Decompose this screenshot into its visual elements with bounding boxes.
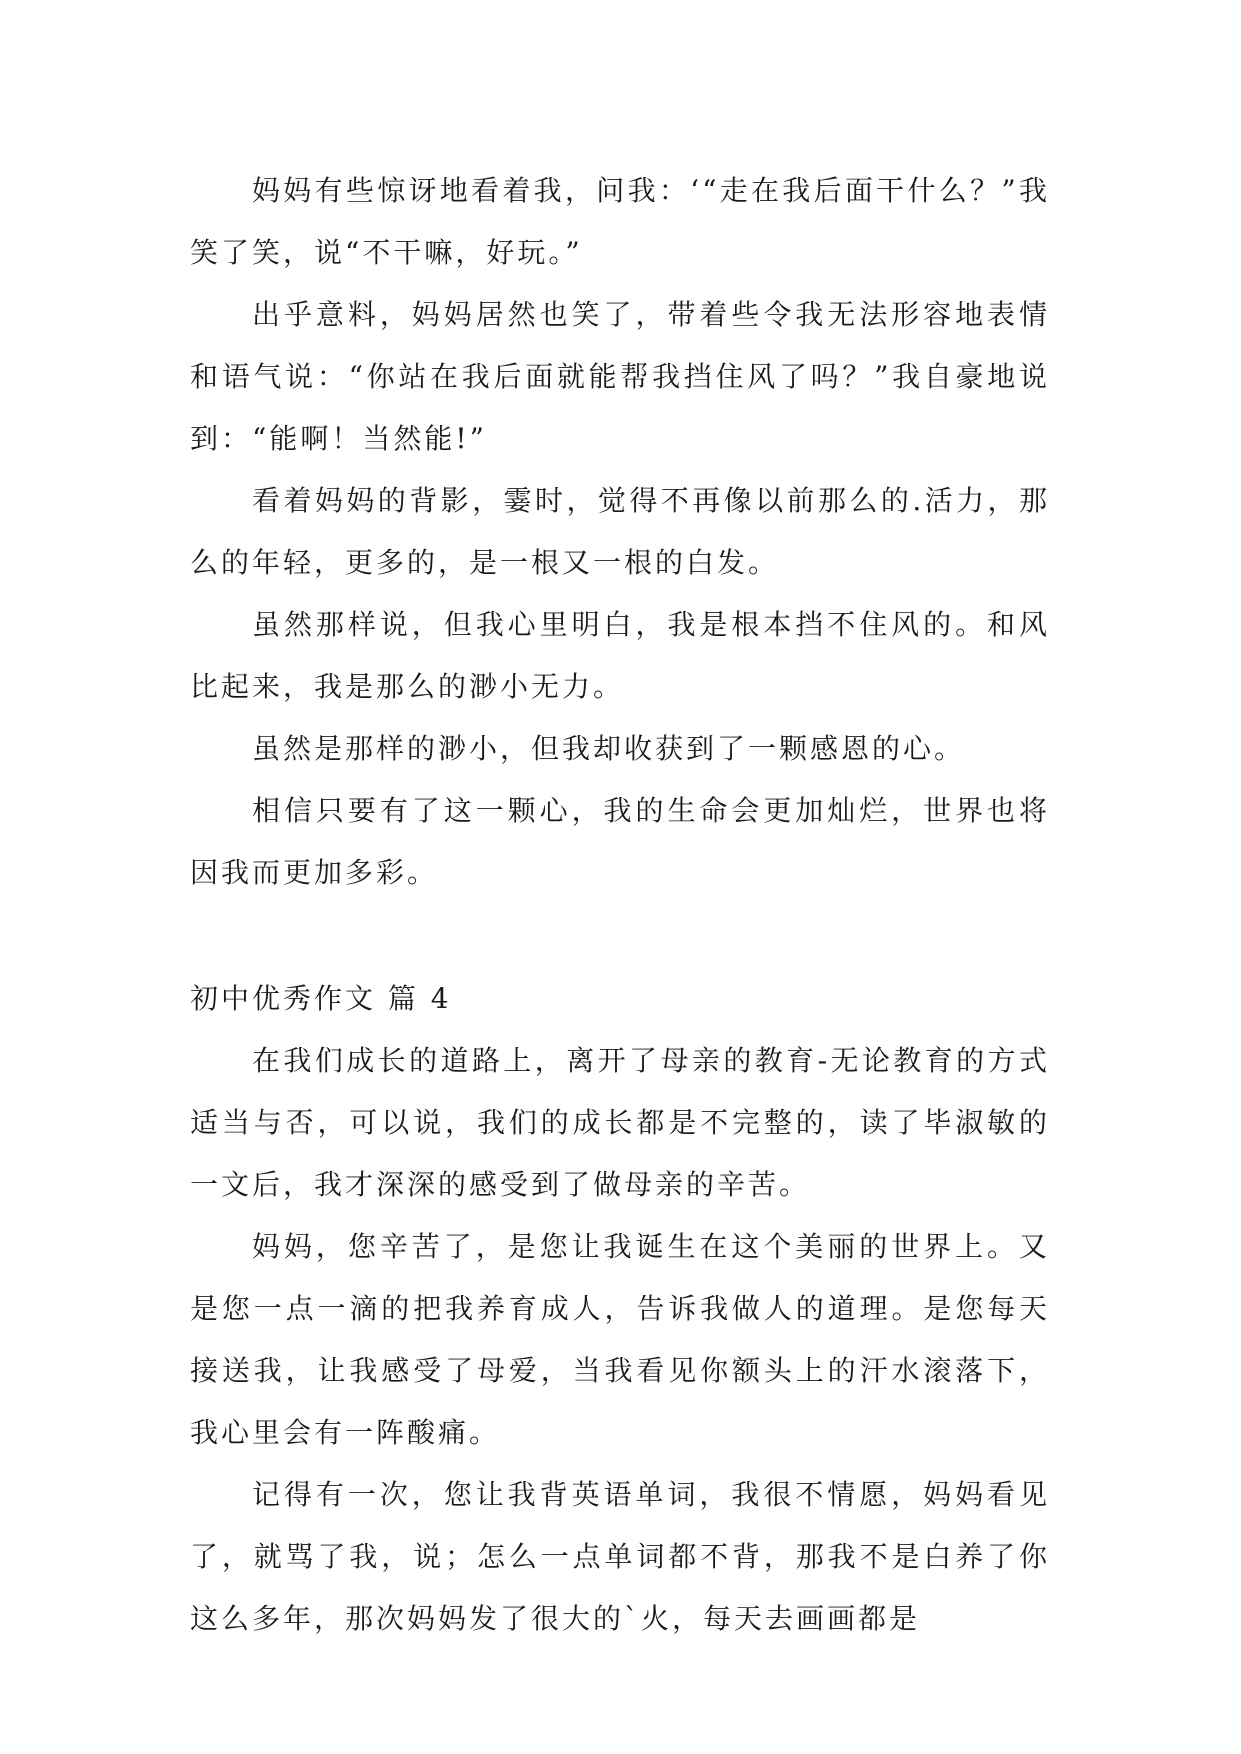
paragraph: 记得有一次，您让我背英语单词，我很不情愿，妈妈看见了，就骂了我，说；怎么一点单词都不背，那我不是白养了你这么多年，那次妈妈发了很大的`火，每天去画画都是 [190,1478,1050,1635]
paragraph: 看着妈妈的背影，霎时，觉得不再像以前那么的.活力，那么的年轻，更多的，是一根又一根的白发。 [190,484,1050,579]
paragraph: 虽然是那样的渺小，但我却收获到了一颗感恩的心。 [252,732,966,765]
paragraph: 在我们成长的道路上，离开了母亲的教育-无论教育的方式适当与否，可以说，我们的成长都是不完整的，读了毕淑敏的一文后，我才深深的感受到了做母亲的辛苦。 [190,1044,1050,1201]
paragraph: 出乎意料，妈妈居然也笑了，带着些令我无法形容地表情和语气说：“你站在我后面就能帮我挡住风了吗？”我自豪地说到：“能啊！当然能!” [190,298,1050,455]
paragraph: 虽然那样说，但我心里明白，我是根本挡不住风的。和风比起来，我是那么的渺小无力。 [190,608,1050,703]
document-page [190,160,1050,1650]
essay-heading: 初中优秀作文 篇 4 [190,982,452,1015]
essay-section-4 [190,968,1050,1650]
paragraph: 妈妈有些惊讶地看着我，问我：‘“走在我后面干什么？”我笑了笑，说“不干嘛，好玩。” [190,174,1050,269]
paragraph: 妈妈，您辛苦了，是您让我诞生在这个美丽的世界上。又是您一点一滴的把我养育成人，告诉我做人的道理。是您每天接送我，让我感受了母爱，当我看见你额头上的汗水滚落下，我心里会有一阵酸痛。 [190,1230,1050,1449]
paragraph: 相信只要有了这一颗心，我的生命会更加灿烂，世界也将因我而更加多彩。 [190,794,1050,889]
essay-section-continued [190,160,1050,904]
